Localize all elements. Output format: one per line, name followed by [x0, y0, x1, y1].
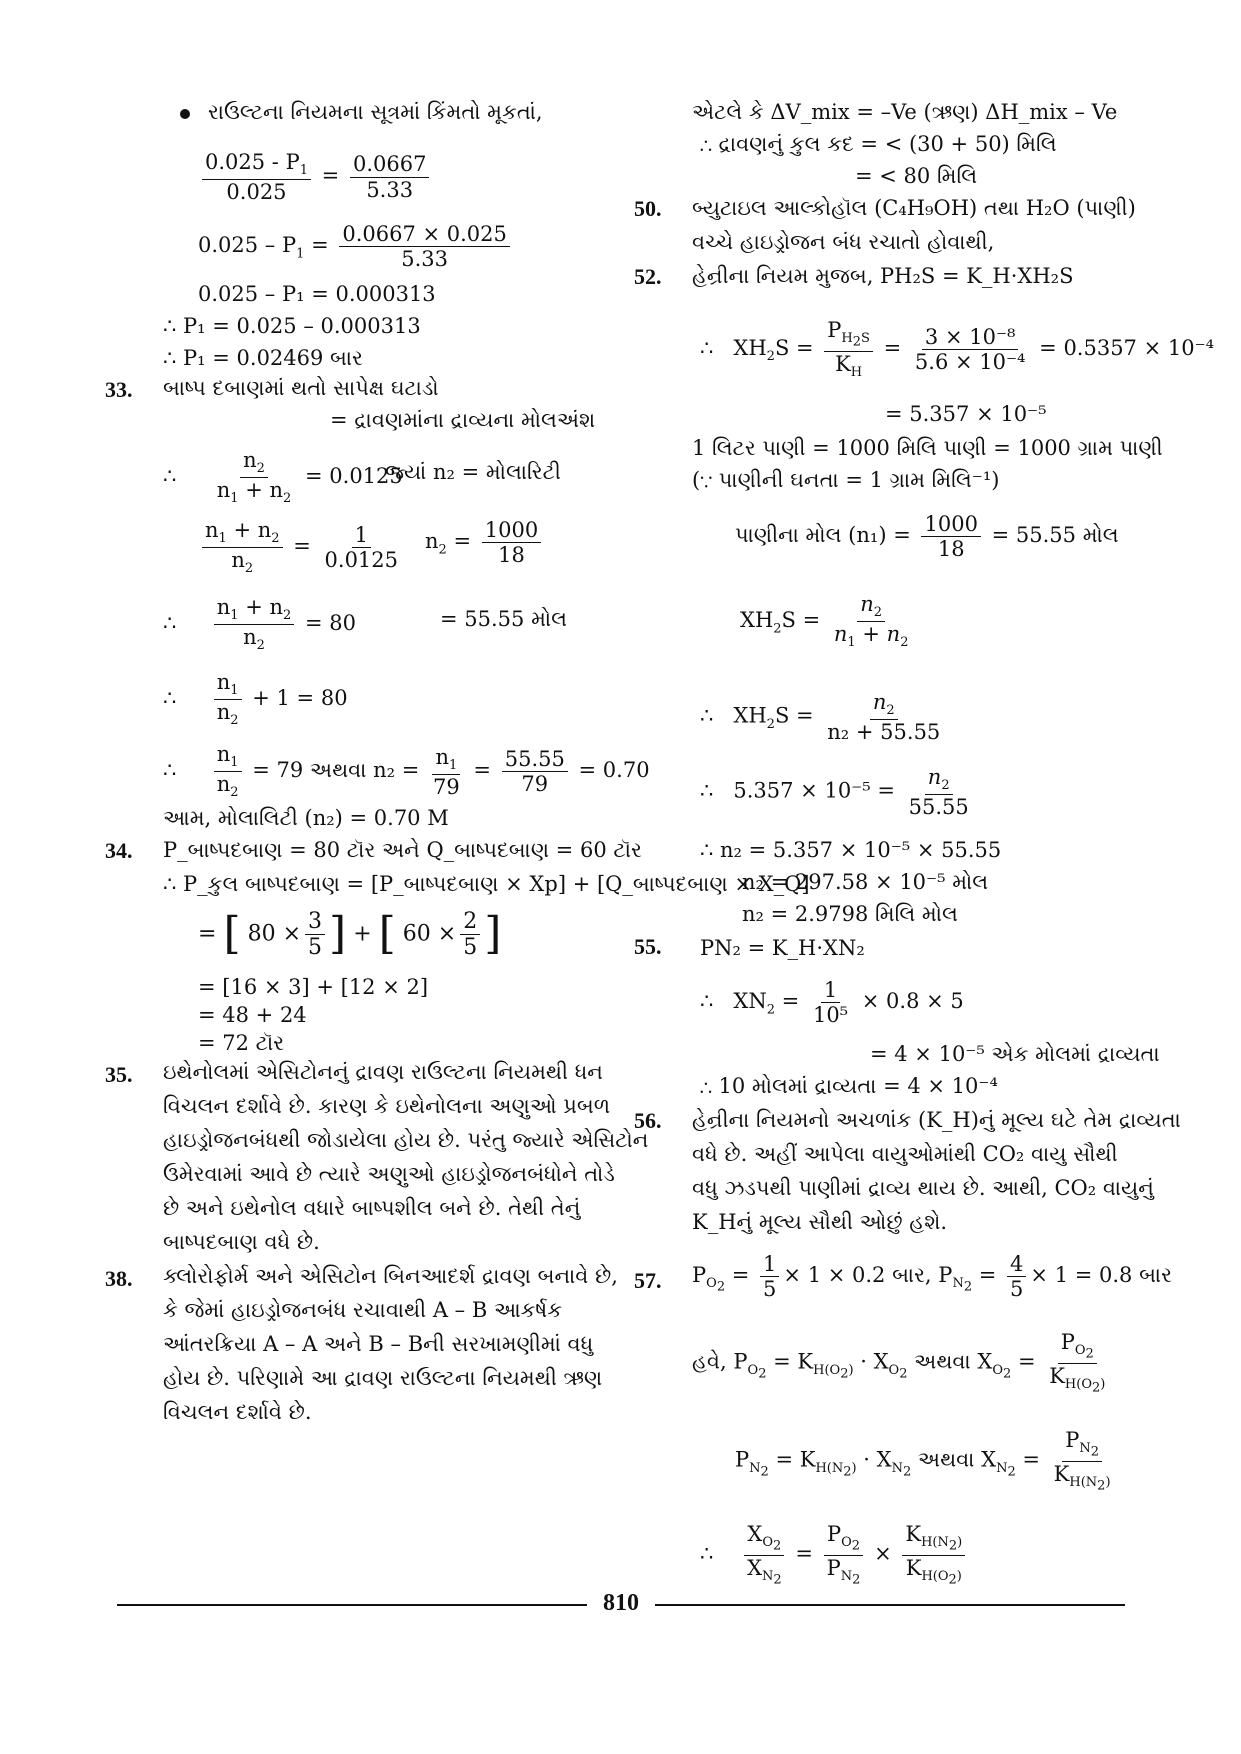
question-number-56: 56. [634, 1108, 662, 1133]
question-number-50: 50. [634, 196, 662, 221]
q52-line1: હેન્રીના નિયમ મુજબ, PH₂S = K_H·XH₂S [692, 264, 1074, 288]
q33-where: જ્યાં n₂ = મોલારિટી [385, 460, 561, 484]
q55-eq: ∴ $XN_2$ = $\frac{1}{\text{10⁵}}$ × 0.8 × 5 [700, 978, 964, 1028]
q52-density: (∵ પાણીની ઘનતા = 1 ગ્રામ મિલિ⁻¹) [692, 468, 1000, 492]
q57-line4: ∴ $\frac{X_{O_2}}{X_{N_2}}$ = $\frac{P_{O_2}}{P_{N_2}}$ × $\frac{K_{H(N_2)}}{K_{H(O_2)}}$ [700, 1522, 969, 1588]
equation-3: 0.025 – P₁ = 0.000313 [198, 282, 436, 306]
intro-bullet-line [180, 100, 543, 125]
q52-n2a: ∴ n₂ = 5.357 × 10⁻⁵ × 55.55 [700, 838, 1002, 862]
q56-line: વધુ ઝડપથી પાણીમાં દ્રાવ્ય થાય છે. આથી, CO₂ વાયુનું [692, 1176, 1154, 1200]
q33-text: બાષ્પ દબાણમાં થતો સાપેક્ષ ઘટાડો [163, 376, 439, 400]
q38-line: વિચલન દર્શાવે છે. [163, 1400, 312, 1424]
q33-eq5: ∴ $\frac{n_1}{n_2}$ = 79 અથવા n₂ = $\frac{n_1}{79}$ = $\frac{55.55}{79}$ = 0.70 [163, 742, 650, 801]
q55-res2: ∴ 10 મોલમાં દ્રાવ્યતા = 4 × 10⁻⁴ [700, 1074, 998, 1098]
q52-n2c: n₂ = 2.9798 મિલિ મોલ [742, 902, 958, 926]
q52-x-formula: $XH_2S$ = $\frac{n_2}{n_1 + n_2}$ [740, 592, 909, 651]
q33-rhs: = દ્રાવણમાંના દ્રાવ્યના મોલઅંશ [330, 408, 596, 432]
equation-2: $0.025 - P_1$ = $\frac{0.0667 \times 0.025}{5.33}$ [198, 222, 514, 271]
q55-line1: PN₂ = K_H·XN₂ [700, 936, 865, 960]
q52-n2b: n₂ = 297.58 × 10⁻⁵ મોલ [742, 870, 989, 894]
q38-line: ક્લોરોફોર્મ અને એસિટોન બિનઆદર્શ દ્રાવણ બનાવે છે, [163, 1264, 618, 1288]
top-line-1: એટલે કે ΔV_mix = –Ve (ઋણ) ΔH_mix – Ve [692, 100, 1118, 124]
question-number-38: 38. [105, 1266, 133, 1291]
q34-line5: = 48 + 24 [198, 1003, 307, 1027]
q55-res: = 4 × 10⁻⁵ એક મોલમાં દ્રાવ્યતા [870, 1042, 1160, 1066]
q33-moles: = 55.55 મોલ [440, 607, 568, 631]
q34-line4: = [16 × 3] + [12 × 2] [198, 975, 429, 999]
footer-rule-left [117, 1604, 587, 1606]
question-number-52: 52. [634, 264, 662, 289]
footer-rule-right [655, 1604, 1125, 1606]
q38-line: આંતરક્રિયા A – A અને B – Bની સરખામણીમાં વધુ [163, 1332, 594, 1356]
q50-line: વચ્ચે હાઇડ્રોજન બંધ રચાતો હોવાથી, [692, 230, 995, 254]
q56-line: વધે છે. અહીં આપેલા વાયુઓમાંથી CO₂ વાયુ સૌથી [692, 1142, 1118, 1166]
q33-eq2: $\frac{n_1 + n_2}{n_2}$ = $\frac{1}{0.0125}$ [198, 518, 405, 577]
q34-line3: = [ 80 × $\frac{3}{5}$ ] + [ 60 × $\frac{2}{5}$ ] [198, 908, 502, 960]
equation-5: ∴ P₁ = 0.02469 બાર [163, 346, 363, 370]
q33-eq1: ∴ $\frac{n_2}{n_1 + n_2}$ = 0.0125 [163, 448, 403, 507]
q52-water: 1 લિટર પાણી = 1000 મિલિ પાણી = 1000 ગ્રામ પાણી [692, 436, 1163, 460]
q57-line2: હવે, $P_{O_2} = K_{H(O_2)} \cdot X_{O_2}$ અથવા $X_{O_2}$ = $\frac{P_{O_2}}{K_{H(O_2)}}$ [692, 1330, 1106, 1396]
question-number-34: 34. [105, 838, 133, 863]
q52-x-formula-2: ∴ $XH_2S$ = $\frac{n_2}{\text{n₂ + 55.55}}$ [700, 690, 941, 745]
top-line-3: = < 80 મિલિ [855, 164, 978, 188]
q38-line: કે જેમાં હાઇડ્રોજનબંધ રચાવાથી A – B આકર્ષક [163, 1298, 563, 1322]
equation-1: $\frac{0.025 - P_1}{0.025}$ = $\frac{0.0667}{5.33}$ [198, 150, 433, 204]
question-number-35: 35. [105, 1062, 133, 1087]
question-number-55: 55. [634, 934, 662, 959]
question-number-57: 57. [634, 1268, 662, 1293]
q52-moles: પાણીના મોલ (n₁) = $\frac{1000}{18}$ = 55.55 મોલ [735, 512, 1119, 562]
question-number-33: 33. [105, 377, 133, 402]
intro-text: રાઉલ્ટના નિયમના સૂત્રમાં કિંમતો મૂકતાં, [208, 100, 543, 124]
q52-res2: = 5.357 × 10⁻⁵ [885, 402, 1047, 426]
q35-line: છે અને ઇથેનોલ વધારે બાષ્પશીલ બને છે. તેથી તેનું [163, 1196, 581, 1220]
q35-line: ઇથેનોલમાં એસિટોનનું દ્રાવણ રાઉલ્ટના નિયમથી ધન [163, 1060, 603, 1084]
q34-line2: ∴ P_કુલ બાષ્પદબાણ = [P_બાષ્પદબાણ × Xp] + [Q_બાષ્પદબાણ × X_Q] [163, 872, 810, 896]
q52-eq2: ∴ 5.357 × 10⁻⁵ = $\frac{n_2}{55.55}$ [700, 765, 969, 820]
q38-line: હોય છે. પરિણામે આ દ્રાવણ રાઉલ્ટના નિયમથી ઋણ [163, 1366, 603, 1390]
q34-line1: P_બાષ્પદબાણ = 80 ટૉર અને Q_બાષ્પદબાણ = 60 ટૉર [163, 838, 642, 862]
q50-line: બ્યુટાઇલ આલ્કોહૉલ (C₄H₉OH) તથા H₂O (પાણી) [692, 196, 1136, 220]
q35-line: હાઇડ્રોજનબંધથી જોડાયેલા હોય છે. પરંતુ જ્યારે એસિટોન [163, 1128, 649, 1152]
q57-line1: $P_{O_2}$ = $\frac{1}{5}$ × 1 × 0.2 બાર, $P_{N_2}$ = $\frac{4}{5}$ × 1 = 0.8 બાર [692, 1252, 1172, 1302]
q33-result: આમ, મોલાલિટી (n₂) = 0.70 M [163, 806, 449, 830]
q35-line: વિચલન દર્શાવે છે. કારણ કે ઇથેનોલના અણુઓ પ્રબળ [163, 1094, 611, 1118]
q35-line: બાષ્પદબાણ વધે છે. [163, 1230, 320, 1254]
q33-n2-eq: $n_2$ = $\frac{1000}{18}$ [425, 518, 545, 567]
q56-line: K_Hનું મૂલ્ય સૌથી ઓછું હશે. [692, 1210, 948, 1234]
q34-line6: = 72 ટૉર [198, 1031, 285, 1055]
q52-eq1: ∴ $XH_2S$ = $\frac{P_{H_2S}}{K_H}$ = $\frac{\text{3 × 10⁻⁸}}{\text{5.6 × 10⁻⁴}}$ = 0.5357 × 10⁻⁴ [700, 318, 1215, 380]
top-line-2: ∴ દ્રાવણનું કુલ કદ = < (30 + 50) મિલિ [700, 132, 1057, 156]
q33-eq3: ∴ $\frac{n_1 + n_2}{n_2}$ = 80 [163, 595, 357, 654]
page-number: 810 [603, 1590, 639, 1616]
q35-line: ઉમેરવામાં આવે છે ત્યારે અણુઓ હાઇડ્રોજનબંધોને તોડે [163, 1162, 615, 1186]
q57-line3: $P_{N_2} = K_{H(N_2)} \cdot X_{N_2}$ અથવા $X_{N_2}$ = $\frac{P_{N_2}}{K_{H(N_2)}}$ [735, 1428, 1111, 1494]
q33-eq4: ∴ $\frac{n_1}{n_2}$ + 1 = 80 [163, 670, 348, 729]
equation-4: ∴ P₁ = 0.025 – 0.000313 [163, 314, 421, 338]
q56-line: હેન્રીના નિયમનો અચળાંક (K_H)નું મૂલ્ય ઘટે તેમ દ્રાવ્યતા [692, 1108, 1181, 1132]
bullet-icon [180, 109, 190, 119]
